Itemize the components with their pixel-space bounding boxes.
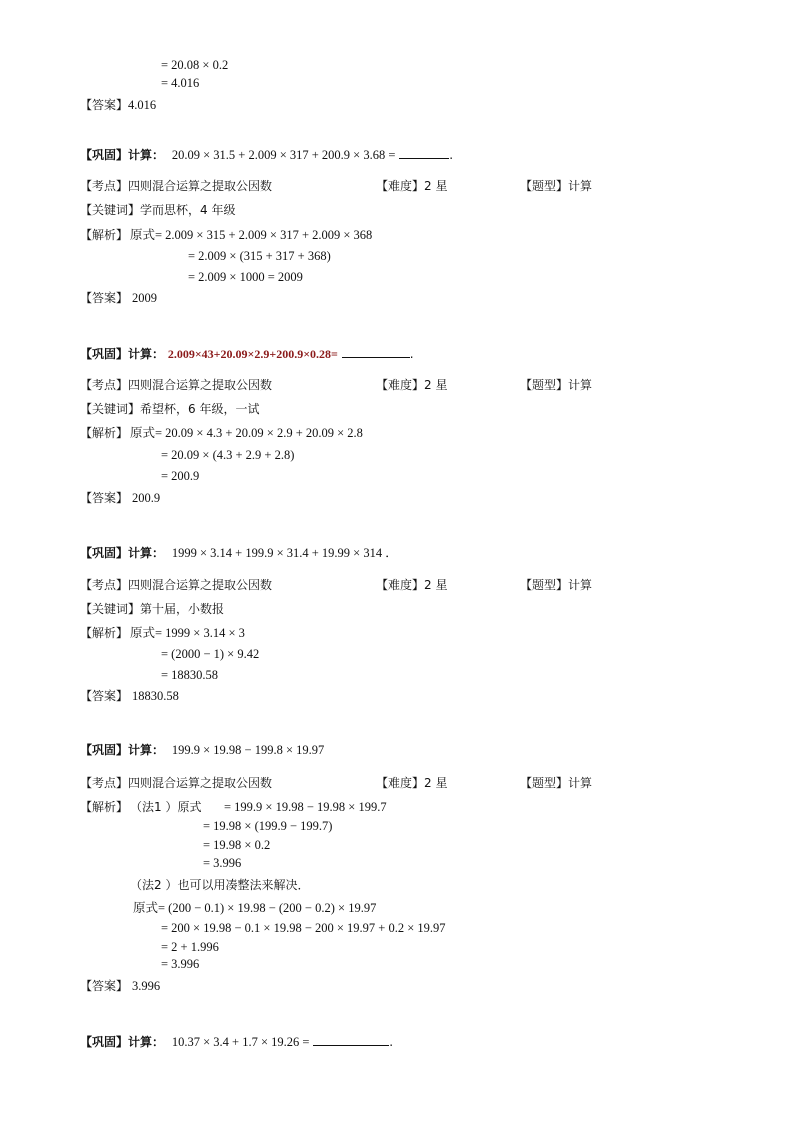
method-2-step-3: = 2 + 1.996 xyxy=(161,940,219,954)
answer-value: 2009 xyxy=(132,291,158,305)
top-answer xyxy=(80,98,156,112)
kaodian-label: 【考点】四则混合运算之提取公因数 xyxy=(80,776,273,790)
answer-line xyxy=(80,979,160,993)
problem-end: . xyxy=(389,1035,394,1049)
method-1-step-2: = 19.98 × (199.9 − 199.7) xyxy=(203,819,333,833)
problem-2-title xyxy=(80,346,414,361)
method-2-step-2: = 200 × 19.98 − 0.1 × 19.98 − 200 × 19.97 + 0.2 × 19.97 xyxy=(161,921,446,935)
solution-step-2: = (2000 − 1) × 9.42 xyxy=(161,647,260,661)
problem-expression: 10.37 × 3.4 + 1.7 × 19.26 = xyxy=(171,1035,310,1049)
keyword-label: 【关键词】第十届，小数报 xyxy=(80,602,225,616)
solution-step-2: = 2.009 × (315 + 317 + 368) xyxy=(188,249,331,263)
answer-blank xyxy=(399,147,449,159)
method-1-step-4: = 3.996 xyxy=(203,856,242,870)
solution-step-1: 原式= 2.009 × 315 + 2.009 × 317 + 2.009 × 368 xyxy=(130,228,373,242)
problem-end: . xyxy=(449,148,454,162)
method-1-step-1: = 199.9 × 19.98 − 19.98 × 199.7 xyxy=(224,800,387,814)
kaodian-label: 【考点】四则混合运算之提取公因数 xyxy=(80,578,273,592)
problem-5-title xyxy=(80,1034,393,1049)
problem-prefix: 【巩固】计算： xyxy=(80,1035,165,1049)
problem-expression: 199.9 × 19.98 − 199.8 × 19.97 xyxy=(171,743,325,757)
analysis-label: 【解析】 xyxy=(80,426,129,440)
method-1-step-3: = 19.98 × 0.2 xyxy=(203,838,271,852)
problem-expression: 2.009×43+20.09×2.9+200.9×0.28= xyxy=(167,347,338,361)
answer-value: 3.996 xyxy=(132,979,161,993)
analysis-label: 【解析】 xyxy=(80,626,129,640)
answer-label: 【答案】 xyxy=(80,98,129,112)
keyword-label: 【关键词】学而思杯，4 年级 xyxy=(80,203,236,217)
question-type-label: 【题型】计算 xyxy=(520,776,593,790)
problem-prefix: 【巩固】计算： xyxy=(80,148,165,162)
solution-step-3: = 18830.58 xyxy=(161,668,219,682)
method-2-text: （法2 ）也可以用凑整法来解决． xyxy=(130,878,310,892)
problem-expression: 20.09 × 31.5 + 2.009 × 317 + 200.9 × 3.68 = xyxy=(171,148,396,162)
solution-step-2: = 20.09 × (4.3 + 2.9 + 2.8) xyxy=(161,448,295,462)
analysis-label: 【解析】 xyxy=(80,228,129,242)
answer-label: 【答案】 xyxy=(80,291,129,305)
solution-step-3: = 2.009 × 1000 = 2009 xyxy=(188,270,303,284)
solution-step-3: = 200.9 xyxy=(161,469,200,483)
answer-value: 18830.58 xyxy=(132,689,179,703)
problem-expression: 1999 × 3.14 + 199.9 × 31.4 + 19.99 × 314 ． xyxy=(171,546,398,560)
problem-prefix: 【巩固】计算： xyxy=(80,546,165,560)
question-type-label: 【题型】计算 xyxy=(520,179,593,193)
difficulty-label: 【难度】2 星 xyxy=(376,776,448,790)
question-type-label: 【题型】计算 xyxy=(520,378,593,392)
problem-end: . xyxy=(409,347,414,361)
answer-label: 【答案】 xyxy=(80,979,129,993)
answer-line xyxy=(80,291,157,305)
kaodian-label: 【考点】四则混合运算之提取公因数 xyxy=(80,179,273,193)
kaodian-label: 【考点】四则混合运算之提取公因数 xyxy=(80,378,273,392)
problem-3-title xyxy=(80,546,398,560)
answer-line xyxy=(80,491,160,505)
answer-label: 【答案】 xyxy=(80,689,129,703)
answer-label: 【答案】 xyxy=(80,491,129,505)
difficulty-label: 【难度】2 星 xyxy=(376,179,448,193)
question-type-label: 【题型】计算 xyxy=(520,578,593,592)
problem-1-title xyxy=(80,147,453,162)
answer-value: 4.016 xyxy=(128,98,157,112)
problem-4-title xyxy=(80,743,324,757)
answer-blank xyxy=(342,346,410,358)
method-1-label: （法1 ）原式 xyxy=(130,800,202,814)
answer-blank xyxy=(313,1034,389,1046)
answer-line xyxy=(80,689,179,703)
difficulty-label: 【难度】2 星 xyxy=(376,578,448,592)
top-step-2: = 4.016 xyxy=(161,76,200,90)
problem-prefix: 【巩固】计算： xyxy=(80,347,165,361)
analysis-label: 【解析】 xyxy=(80,800,129,814)
solution-step-1: 原式= 1999 × 3.14 × 3 xyxy=(130,626,245,640)
keyword-label: 【关键词】希望杯，6 年级，一试 xyxy=(80,402,260,416)
problem-prefix: 【巩固】计算： xyxy=(80,743,165,757)
difficulty-label: 【难度】2 星 xyxy=(376,378,448,392)
method-2-step-4: = 3.996 xyxy=(161,957,200,971)
answer-value: 200.9 xyxy=(132,491,161,505)
solution-step-1: 原式= 20.09 × 4.3 + 20.09 × 2.9 + 20.09 × 2.8 xyxy=(130,426,363,440)
top-step-1: = 20.08 × 0.2 xyxy=(161,58,229,72)
method-2-step-1: 原式= (200 − 0.1) × 19.98 − (200 − 0.2) × 19.97 xyxy=(133,901,377,915)
